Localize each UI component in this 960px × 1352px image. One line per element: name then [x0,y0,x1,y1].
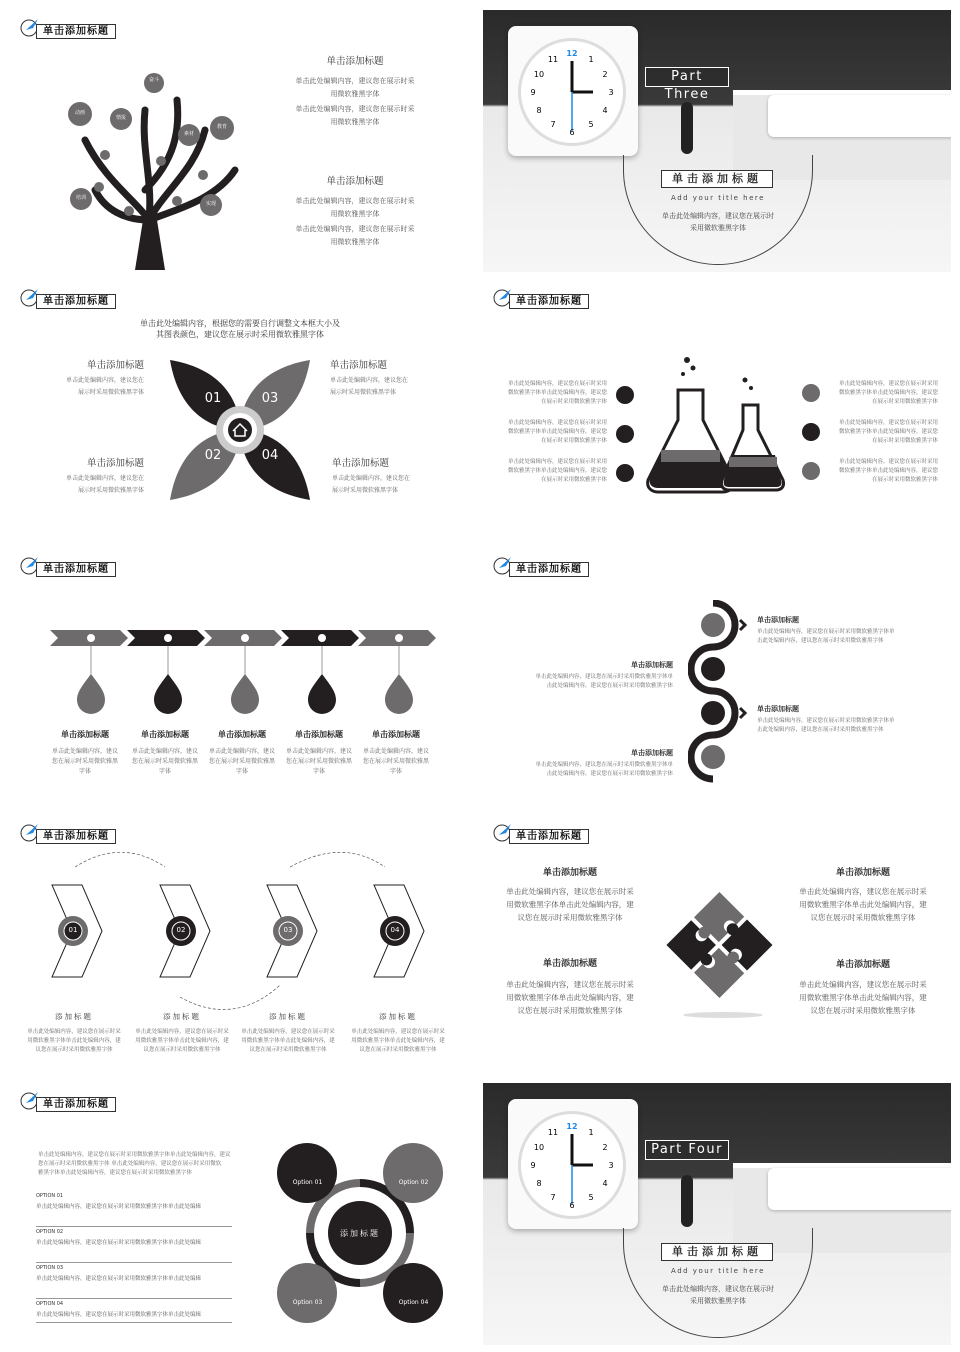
svg-text:3: 3 [608,88,614,97]
block-text: 单击此处编辑内容，建议您在 展示时采用微软雅黑字体 [65,377,144,396]
timeline-item: 单击添加标题 单击此处编辑内容，建议 您在展示时采用微软雅黑 字体 [285,730,352,775]
header-title: 单击添加标题 [36,24,116,39]
scurve-graphic [688,600,758,795]
header-title: 单击添加标题 [36,562,116,577]
left-text: 单击此处编辑内容，建议您在展示时采用 微软雅黑字体单击此处编辑内容，建议您 在展示时采用微软雅黑字体 [507,459,607,483]
block-title: 单击添加标题 [326,176,384,187]
hourglass-option: Option 01 [292,1179,323,1186]
tools-icon [802,462,820,480]
timeline-item: 单击添加标题 单击此处编辑内容，建议 您在展示时采用微软雅黑 字体 [208,730,275,775]
petal-number: 02 [204,448,222,463]
leaf-circle: 素材 [178,124,200,146]
timeline-item: 单击添加标题 单击此处编辑内容，建议 您在展示时采用微软雅黑 字体 [51,730,118,775]
svg-text:6: 6 [569,1201,575,1210]
clock-icon [508,26,638,156]
block-text: 单击此处编辑内容，建议您在 展示时采用微软雅黑字体 [65,475,144,494]
petal-number: 03 [261,391,279,406]
block-text: 单击此处编辑内容，建议您在展示时采 用微软雅黑字体单击此处编辑内容，建 议您在展示时采用微软雅黑字体 [506,887,634,922]
header-title: 单击添加标题 [509,562,589,577]
petal-number: 04 [261,448,279,463]
tablet-device [768,95,951,137]
petal-graphic [170,360,310,500]
part-subtitle: Add your title here [671,1267,765,1275]
svg-text:6: 6 [569,128,575,137]
curve-item: 单击添加标题 单击此处编辑内容，建议您在展示时采用微软雅黑字体单 击此处编辑内容，建议您在展示时采用微软雅黑字体 [757,705,895,733]
svg-text:9: 9 [530,88,536,97]
target-icon [802,384,820,402]
step-item: 添加标题 单击此处编辑内容，建议您在展示时采 用微软雅黑字体单击此处编辑内容，建 议您在展示时采用微软雅黑字体 [27,1012,121,1053]
option-row: OPTION 02 单击此处编辑内容，建议您在展示时采用微软雅黑字体单击此处编辑 [36,1229,232,1263]
block-title: 单击添加标题 [542,959,597,969]
right-text: 单击此处编辑内容，建议您在展示时采用 微软雅黑字体单击此处编辑内容，建议您 在展示时采用微软雅黑字体 [838,459,938,483]
svg-text:8: 8 [536,1179,542,1188]
part-label: Part Four [645,1140,729,1160]
flask-graphic [643,350,793,500]
leaf-circle: 教育 [210,116,234,140]
leaf-circle: 奋斗 [144,73,164,93]
svg-text:10: 10 [533,1143,545,1152]
slide-timeline [10,548,478,810]
tablet-device [768,1168,951,1210]
curve-item: 单击添加标题 单击此处编辑内容，建议您在展示时采用微软雅黑字体单 击此处编辑内容，建议您在展示时采用微软雅黑字体 [535,661,673,689]
camera-icon [616,425,634,443]
step-number: 01 [68,926,78,934]
header-title: 单击添加标题 [36,1097,116,1112]
monitor-icon [616,386,634,404]
option-row: OPTION 04 单击此处编辑内容，建议您在展示时采用微软雅黑字体单击此处编辑 [36,1301,232,1323]
svg-text:11: 11 [547,55,559,64]
block-title: 单击添加标题 [332,458,390,469]
slide-part-four [483,1083,951,1345]
option-list [36,1193,232,1323]
svg-text:1: 1 [588,55,594,64]
header-title: 单击添加标题 [509,294,589,309]
step-item: 添加标题 单击此处编辑内容，建议您在展示时采 用微软雅黑字体单击此处编辑内容，建 议您在展示时采用微软雅黑字体 [351,1012,445,1053]
part-label: Part Three [645,67,729,87]
step-number: 04 [390,926,400,934]
block-title: 单击添加标题 [86,360,144,371]
block-title: 单击添加标题 [326,56,384,67]
slide-part-three [483,10,951,272]
pencil-option: Option 02 [398,1179,429,1186]
block-text: 单击此处编辑内容，建议您在展示时采 用微软雅黑字体 单击此处编辑内容，建议您在展示时采 用微软雅黑字体 [295,77,415,126]
slide-chevrons [10,815,478,1077]
block-text: 单击此处编辑内容，建议您在展示时采 用微软雅黑字体单击此处编辑内容，建 议您在展示时采用微软雅黑字体 [506,980,634,1015]
svg-text:7: 7 [550,1193,556,1202]
left-text: 单击此处编辑内容，建议您在展示时采用 微软雅黑字体单击此处编辑内容，建议您 在展示时采用微软雅黑字体 [507,381,607,405]
svg-text:12: 12 [566,1122,578,1131]
puzzle-graphic [658,870,788,1020]
timeline-item: 单击添加标题 单击此处编辑内容，建议 您在展示时采用微软雅黑 字体 [131,730,198,775]
block-text: 单击此处编辑内容，建议您在 展示时采用微软雅黑字体 [330,377,409,396]
edit-option: Option 03 [292,1299,323,1306]
hand-pointer-icon [616,464,634,482]
header-title: 单击添加标题 [509,829,589,844]
slide-options [10,1083,478,1345]
block-text: 单击此处编辑内容，建议您在展示时采 用微软雅黑字体 单击此处编辑内容，建议您在展示时采 用微软雅黑字体 [295,197,415,246]
step-number: 03 [283,926,293,934]
tree-graphic [65,70,245,270]
block-title: 单击添加标题 [86,458,144,469]
block-text: 单击此处编辑内容，建议您在 展示时采用微软雅黑字体 [332,475,411,494]
right-text: 单击此处编辑内容，建议您在展示时采用 微软雅黑字体单击此处编辑内容，建议您 在展示时采用微软雅黑字体 [838,381,938,405]
part-desc: 单击此处编辑内容，建议您在展示时 采用微软雅黑字体 [662,1285,774,1305]
slide-petals [10,280,478,542]
svg-text:1: 1 [588,1128,594,1137]
svg-text:12: 12 [566,49,578,58]
svg-text:3: 3 [608,1161,614,1170]
petal-number: 01 [204,391,222,406]
svg-text:10: 10 [533,70,545,79]
option-row: OPTION 03 单击此处编辑内容，建议您在展示时采用微软雅黑字体单击此处编辑 [36,1265,232,1299]
block-title: 单击添加标题 [330,360,388,371]
svg-text:5: 5 [588,1193,594,1202]
svg-text:5: 5 [588,120,594,129]
header-title: 单击添加标题 [36,829,116,844]
svg-text:2: 2 [602,70,608,79]
part-desc: 单击此处编辑内容，建议您在展示时 采用微软雅黑字体 [662,212,774,232]
block-title: 单击添加标题 [835,868,890,878]
block-text: 单击此处编辑内容，建议您在展示时采 用微软雅黑字体单击此处编辑内容，建 议您在展示时采用微软雅黑字体 [799,980,927,1015]
pen [681,1175,693,1227]
svg-text:4: 4 [602,1179,608,1188]
block-text: 单击此处编辑内容，建议您在展示时采 用微软雅黑字体单击此处编辑内容，建 议您在展示时采用微软雅黑字体 [799,887,927,922]
option-row: OPTION 01 单击此处编辑内容，建议您在展示时采用微软雅黑字体单击此处编辑 [36,1193,232,1227]
list-icon [802,423,820,441]
part-title: 单击添加标题 [661,1243,773,1261]
curve-item: 单击添加标题 单击此处编辑内容，建议您在展示时采用微软雅黑字体单 击此处编辑内容，建议您在展示时采用微软雅黑字体 [535,749,673,777]
slide-tree [10,10,478,272]
leaf-circle: 培训 [70,188,92,210]
step-item: 添加标题 单击此处编辑内容，建议您在展示时采 用微软雅黑字体单击此处编辑内容，建 议您在展示时采用微软雅黑字体 [241,1012,335,1053]
cycle-center-title: 添加标题 [340,1229,380,1238]
leaf-circle: 动画 [68,102,92,126]
header-title: 单击添加标题 [36,294,116,309]
svg-text:4: 4 [602,106,608,115]
clock-icon [508,1099,638,1229]
intro-text: 单击此处编辑内容，根据您的需要自行调整文本框大小及 其图表颜色，建议您在展示时采用微软雅黑字体 [140,319,340,339]
leaf-circle: 实现 [200,194,222,216]
pen [681,102,693,154]
left-text: 单击此处编辑内容，建议您在展示时采用 微软雅黑字体单击此处编辑内容，建议您 在展示时采用微软雅黑字体 [507,420,607,444]
right-text: 单击此处编辑内容，建议您在展示时采用 微软雅黑字体单击此处编辑内容，建议您 在展示时采用微软雅黑字体 [838,420,938,444]
svg-text:2: 2 [602,1143,608,1152]
document-option: Option 04 [398,1299,429,1306]
slide-flasks [483,280,951,542]
part-subtitle: Add your title here [671,194,765,202]
timeline-item: 单击添加标题 单击此处编辑内容，建议 您在展示时采用微软雅黑 字体 [362,730,429,775]
part-title: 单击添加标题 [661,170,773,188]
svg-text:8: 8 [536,106,542,115]
svg-text:7: 7 [550,120,556,129]
block-title: 单击添加标题 [542,868,597,878]
leaf-circle: 情报 [110,108,132,130]
svg-text:11: 11 [547,1128,559,1137]
step-number: 02 [176,926,186,934]
slide-puzzle [483,815,951,1077]
curve-item: 单击添加标题 单击此处编辑内容，建议您在展示时采用微软雅黑字体单 击此处编辑内容，建议您在展示时采用微软雅黑字体 [757,616,895,644]
step-item: 添加标题 单击此处编辑内容，建议您在展示时采 用微软雅黑字体单击此处编辑内容，建 议您在展示时采用微软雅黑字体 [135,1012,229,1053]
block-title: 单击添加标题 [835,960,890,970]
intro-text: 单击此处编辑内容，建议您在展示时采用微软雅黑字体单击此处编辑内容，建议 您在展示时采用微软雅黑字体 单击此处编辑内容，建议您在展示时采用微软 雅黑字体单击此处编辑内容，建议您在展示时采用微软雅黑字体 [38,1152,231,1176]
slide-scurve [483,548,951,810]
svg-text:9: 9 [530,1161,536,1170]
